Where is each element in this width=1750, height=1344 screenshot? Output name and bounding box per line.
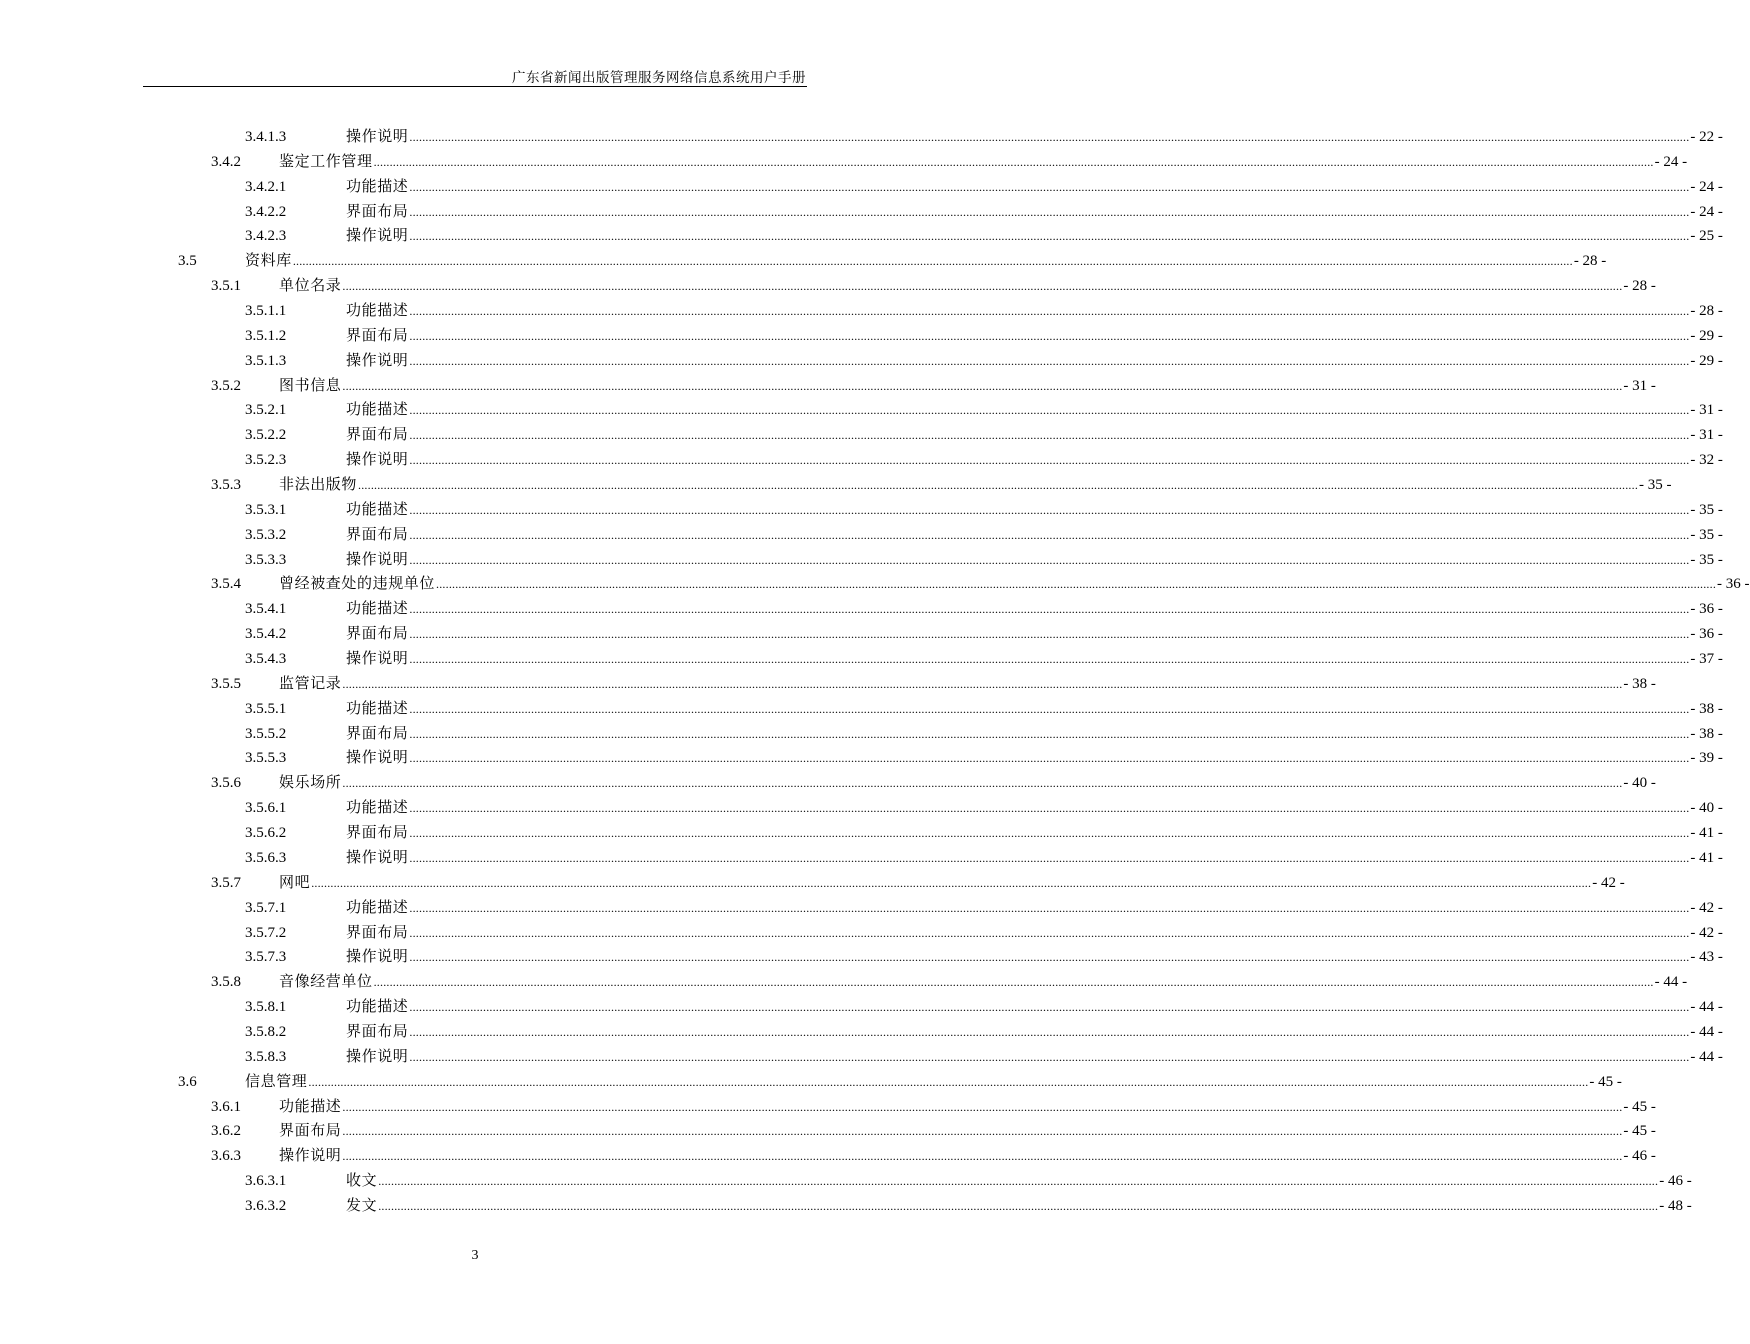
toc-entry-number: 3.4.2 [211,153,241,170]
toc-entry-title: 发文 [346,1197,378,1214]
toc-entry[interactable] [0,871,1625,896]
toc-entry-page: - 45 - [1623,1098,1656,1115]
toc-entry-number: 3.5.1 [211,278,241,295]
toc-dot-leader: ................................................................................................................................................................................................................................................................................................................................................................................................................ [409,304,1690,319]
toc-entry-line [279,771,1656,796]
toc-entry[interactable] [0,597,1723,622]
toc-entry-title: 操作说明 [346,1048,409,1065]
toc-entry[interactable] [0,672,1656,697]
toc-dot-leader: ................................................................................................................................................................................................................................................................................................................................................................................................................ [409,652,1690,667]
toc-entry-number: 3.4.1.3 [245,129,287,145]
toc-entry-page: - 31 - [1623,377,1656,394]
toc-entry-page: - 44 - [1690,1048,1723,1065]
toc-entry-page: - 38 - [1690,700,1723,717]
toc-entry[interactable] [0,224,1723,249]
toc-entry-line [346,622,1723,647]
toc-entry[interactable] [0,1194,1692,1219]
toc-entry-number: 3.5.2.2 [245,427,287,444]
toc-dot-leader: ................................................................................................................................................................................................................................................................................................................................................................................................................ [409,602,1690,617]
toc-entry[interactable] [0,548,1723,573]
toc-entry[interactable] [0,448,1723,473]
toc-entry-number: 3.5.7 [211,874,241,891]
toc-dot-leader: ................................................................................................................................................................................................................................................................................................................................................................................................................ [409,353,1690,368]
toc-entry-page: - 35 - [1690,551,1723,568]
toc-entry-line [346,821,1723,846]
toc-entry-line [346,125,1723,150]
toc-entry-page: - 37 - [1690,651,1723,668]
toc-entry-line [346,1045,1723,1070]
toc-entry-line [346,945,1723,970]
toc-dot-leader: ................................................................................................................................................................................................................................................................................................................................................................................................................ [409,900,1690,915]
header-rule [143,86,807,87]
toc-entry[interactable] [0,1095,1656,1120]
toc-entry-line [346,175,1723,200]
toc-entry-title: 界面布局 [346,327,409,344]
toc-entry-line [346,398,1723,423]
toc-entry-page: - 35 - [1690,501,1723,518]
toc-entry-line [279,150,1688,175]
toc-entry-number: 3.5.7.1 [245,899,287,916]
toc-entry-number: 3.5.1.1 [245,303,287,320]
toc-dot-leader: ................................................................................................................................................................................................................................................................................................................................................................................................................ [358,478,1639,493]
page-number: 3 [471,1248,479,1263]
toc-entry-line [346,299,1723,324]
toc-entry-page: - 35 - [1639,477,1672,494]
toc-entry[interactable] [0,498,1723,523]
toc-entry-number: 3.5.3.2 [245,526,287,543]
toc-entry-title: 界面布局 [346,924,409,941]
toc-entry-line [346,995,1723,1020]
toc-entry-line [346,548,1723,573]
toc-dot-leader: ................................................................................................................................................................................................................................................................................................................................................................................................................ [342,1149,1623,1164]
toc-entry-page: - 44 - [1690,999,1723,1016]
toc-entry-line [346,498,1723,523]
toc-dot-leader: ................................................................................................................................................................................................................................................................................................................................................................................................................ [308,1074,1589,1089]
toc-entry-page: - 38 - [1623,675,1656,692]
toc-entry-line [346,1169,1692,1194]
toc-entry-title: 界面布局 [346,825,409,842]
toc-entry-number: 3.5.5.2 [245,725,287,742]
toc-entry-page: - 40 - [1690,800,1723,817]
toc-entry-line [346,324,1723,349]
toc-entry-line [346,1020,1723,1045]
toc-dot-leader: ................................................................................................................................................................................................................................................................................................................................................................................................................ [342,776,1623,791]
toc-entry-number: 3.5.4.2 [245,626,287,643]
toc-entry-number: 3.5.3 [211,477,241,494]
toc-dot-leader: ................................................................................................................................................................................................................................................................................................................................................................................................................ [409,801,1690,816]
toc-entry[interactable] [0,1045,1723,1070]
toc-entry-title: 操作说明 [346,129,409,145]
toc-entry-title: 界面布局 [346,203,409,220]
toc-dot-leader: ................................................................................................................................................................................................................................................................................................................................................................................................................ [409,925,1690,940]
toc-entry-line [346,896,1723,921]
toc-entry-line [346,448,1723,473]
toc-entry-number: 3.4.2.1 [245,178,287,195]
toc-entry-page: - 24 - [1690,203,1723,220]
toc-entry-title: 功能描述 [346,601,409,618]
toc-dot-leader: ................................................................................................................................................................................................................................................................................................................................................................................................................ [409,229,1690,244]
toc-dot-leader: ................................................................................................................................................................................................................................................................................................................................................................................................................ [342,378,1623,393]
toc-entry-number: 3.5.6.2 [245,825,287,842]
toc-entry-line [346,349,1723,374]
toc-entry-number: 3.5.8.2 [245,1023,287,1040]
toc-entry-number: 3.5.6.1 [245,800,287,817]
toc-entry-number: 3.5.8.3 [245,1048,287,1065]
toc-entry-page: - 40 - [1623,775,1656,792]
toc-entry-line [279,473,1672,498]
toc-entry[interactable] [0,945,1723,970]
toc-entry-page: - 45 - [1623,1123,1656,1140]
toc-entry-title: 操作说明 [346,452,409,469]
toc-entry-number: 3.5.6.3 [245,849,287,866]
toc-entry-title: 操作说明 [346,352,409,369]
toc-entry-page: - 43 - [1690,949,1723,966]
toc-dot-leader: ................................................................................................................................................................................................................................................................................................................................................................................................................ [378,1174,1659,1189]
toc-entry-title: 界面布局 [346,626,409,643]
toc-entry-title: 曾经被查处的违规单位 [279,576,436,593]
toc-entry[interactable] [0,896,1723,921]
toc-entry[interactable] [0,175,1723,200]
toc-entry-line [245,1070,1622,1095]
toc-dot-leader: ................................................................................................................................................................................................................................................................................................................................................................................................................ [342,676,1623,691]
toc-entry-title: 操作说明 [346,551,409,568]
toc-entry-title: 功能描述 [346,402,409,419]
toc-entry-title: 功能描述 [346,303,409,320]
toc-entry-title: 操作说明 [346,750,409,767]
toc-entry[interactable] [0,722,1723,747]
toc-dot-leader: ................................................................................................................................................................................................................................................................................................................................................................................................................ [378,1198,1659,1213]
toc-entry-number: 3.5.5.3 [245,750,287,767]
toc-entry-title: 操作说明 [279,1148,342,1165]
toc-dot-leader: ................................................................................................................................................................................................................................................................................................................................................................................................................ [409,1024,1690,1039]
toc-entry-title: 界面布局 [346,725,409,742]
toc-entry-page: - 41 - [1690,849,1723,866]
toc-entry-page: - 39 - [1690,750,1723,767]
toc-entry-page: - 42 - [1690,899,1723,916]
toc-dot-leader: ................................................................................................................................................................................................................................................................................................................................................................................................................ [409,502,1690,517]
toc-dot-leader: ................................................................................................................................................................................................................................................................................................................................................................................................................ [409,1049,1690,1064]
toc-entry[interactable] [0,324,1723,349]
toc-entry-title: 功能描述 [346,800,409,817]
toc-dot-leader: ................................................................................................................................................................................................................................................................................................................................................................................................................ [409,527,1690,542]
toc-entry-title: 娱乐场所 [279,775,342,792]
toc-dot-leader: ................................................................................................................................................................................................................................................................................................................................................................................................................ [342,279,1623,294]
toc-entry-page: - 28 - [1690,303,1723,320]
toc-entry-number: 3.4.2.2 [245,203,287,220]
toc-entry-page: - 44 - [1690,1023,1723,1040]
toc-dot-leader: ................................................................................................................................................................................................................................................................................................................................................................................................................ [436,577,1717,592]
toc-entry[interactable] [0,1144,1656,1169]
toc-entry-number: 3.5.7.2 [245,924,287,941]
toc-dot-leader: ................................................................................................................................................................................................................................................................................................................................................................................................................ [342,1124,1623,1139]
toc-entry-page: - 41 - [1690,825,1723,842]
toc-dot-leader: ................................................................................................................................................................................................................................................................................................................................................................................................................ [409,751,1690,766]
toc-entry[interactable] [0,423,1723,448]
toc-entry-title: 功能描述 [279,1098,342,1115]
toc-entry-number: 3.5.2.1 [245,402,287,419]
toc-entry[interactable] [0,846,1723,871]
toc-dot-leader: ................................................................................................................................................................................................................................................................................................................................................................................................................ [409,552,1690,567]
toc-entry-number: 3.5.8.1 [245,999,287,1016]
toc-entry-title: 信息管理 [245,1073,308,1090]
toc-entry-page: - 36 - [1690,626,1723,643]
toc-entry-line [346,846,1723,871]
toc-entry[interactable] [0,1119,1656,1144]
toc-entry-title: 单位名录 [279,278,342,295]
toc-entry-line [346,722,1723,747]
toc-entry-number: 3.5.4.3 [245,651,287,668]
toc-dot-leader: ................................................................................................................................................................................................................................................................................................................................................................................................................ [342,1099,1623,1114]
toc-entry[interactable] [0,125,1723,150]
toc-entry-line [346,697,1723,722]
toc-dot-leader: ................................................................................................................................................................................................................................................................................................................................................................................................................ [409,701,1690,716]
toc-entry-page: - 29 - [1690,352,1723,369]
toc-dot-leader: ................................................................................................................................................................................................................................................................................................................................................................................................................ [409,130,1690,144]
toc-entry-line [279,672,1656,697]
toc-entry[interactable] [0,995,1723,1020]
toc-entry-title: 界面布局 [346,427,409,444]
toc-entry-page: - 32 - [1690,452,1723,469]
toc-entry-title: 功能描述 [346,899,409,916]
toc-entry-line [346,523,1723,548]
toc-entry-line [346,647,1723,672]
toc-entry-page: - 46 - [1659,1173,1692,1190]
toc-entry-title: 非法出版物 [279,477,358,494]
toc-entry-number: 3.5.3.3 [245,551,287,568]
toc-entry-number: 3.6.2 [211,1123,241,1140]
toc-entry-number: 3.6 [178,1073,197,1090]
toc-entry-number: 3.5.2.3 [245,452,287,469]
toc-entry-number: 3.4.2.3 [245,228,287,245]
toc-entry[interactable] [0,299,1723,324]
toc-entry[interactable] [0,249,1607,274]
toc-entry-page: - 22 - [1690,129,1723,145]
toc-dot-leader: ................................................................................................................................................................................................................................................................................................................................................................................................................ [409,826,1690,841]
toc-entry[interactable] [0,697,1723,722]
toc-dot-leader: ................................................................................................................................................................................................................................................................................................................................................................................................................ [292,254,1573,269]
toc-entry-number: 3.5.1.2 [245,327,287,344]
toc-entry[interactable] [0,1169,1692,1194]
toc-entry-number: 3.6.3.1 [245,1173,287,1190]
toc-entry[interactable] [0,374,1656,399]
toc-entry[interactable] [0,274,1656,299]
toc-dot-leader: ................................................................................................................................................................................................................................................................................................................................................................................................................ [409,850,1690,865]
toc-entry-number: 3.5.3.1 [245,501,287,518]
toc-entry-page: - 36 - [1690,601,1723,618]
toc-entry-title: 鉴定工作管理 [279,153,373,170]
toc-entry-line [279,572,1750,597]
toc-entry-page: - 35 - [1690,526,1723,543]
toc-entry-line [346,224,1723,249]
toc-entry-page: - 46 - [1623,1148,1656,1165]
toc-entry-title: 操作说明 [346,949,409,966]
toc-entry-line [346,921,1723,946]
toc-entry-line [279,1144,1656,1169]
toc-entry-page: - 44 - [1654,974,1688,991]
toc-entry-number: 3.5.5.1 [245,700,287,717]
header-title: 广东省新闻出版管理服务网络信息系统用户手册 [512,70,806,85]
toc-entry[interactable] [0,647,1723,672]
toc-entry-line [346,200,1723,225]
toc-entry-title: 功能描述 [346,501,409,518]
toc-entry[interactable] [0,398,1723,423]
toc-entry-page: - 45 - [1589,1073,1622,1090]
toc-dot-leader: ................................................................................................................................................................................................................................................................................................................................................................................................................ [409,1000,1690,1015]
toc-dot-leader: ................................................................................................................................................................................................................................................................................................................................................................................................................ [409,950,1690,965]
toc-entry-number: 3.5.1.3 [245,352,287,369]
toc-entry[interactable] [0,1070,1622,1095]
toc-entry-title: 操作说明 [346,228,409,245]
toc-entry-page: - 28 - [1623,278,1656,295]
toc-entry[interactable] [0,349,1723,374]
toc-entry-title: 界面布局 [279,1123,342,1140]
toc-entry[interactable] [0,200,1723,225]
toc-entry-title: 音像经营单位 [279,974,373,991]
toc-entry-title: 功能描述 [346,999,409,1016]
toc-entry-number: 3.5.7.3 [245,949,287,966]
toc-entry-line [346,746,1723,771]
toc-entry-page: - 28 - [1573,253,1607,270]
toc-entry-number: 3.6.3.2 [245,1197,287,1214]
toc-entry-number: 3.5 [178,253,197,270]
toc-entry-title: 功能描述 [346,178,409,195]
toc-dot-leader: ................................................................................................................................................................................................................................................................................................................................................................................................................ [311,875,1592,890]
toc-entry-number: 3.5.5 [211,675,241,692]
toc-entry-page: - 31 - [1690,427,1723,444]
toc-entry-page: - 42 - [1690,924,1723,941]
table-of-contents [0,125,1750,1219]
toc-entry[interactable] [0,473,1672,498]
toc-entry[interactable] [0,1020,1723,1045]
toc-entry-page: - 24 - [1690,178,1723,195]
toc-entry[interactable] [0,746,1723,771]
toc-entry-page: - 42 - [1592,874,1625,891]
toc-entry[interactable] [0,921,1723,946]
toc-entry-number: 3.6.3 [211,1148,241,1165]
toc-entry-line [346,1194,1692,1219]
toc-entry-line [279,1095,1656,1120]
toc-entry-title: 资料库 [245,253,292,270]
toc-entry-number: 3.5.4.1 [245,601,287,618]
toc-entry-page: - 38 - [1690,725,1723,742]
toc-entry-title: 界面布局 [346,1023,409,1040]
toc-entry-title: 网吧 [279,874,311,891]
toc-entry-page: - 29 - [1690,327,1723,344]
toc-entry-number: 3.5.6 [211,775,241,792]
toc-entry-number: 3.5.8 [211,974,241,991]
toc-entry[interactable] [0,771,1656,796]
toc-entry-line [279,871,1625,896]
toc-entry[interactable] [0,622,1723,647]
toc-entry-title: 界面布局 [346,526,409,543]
toc-dot-leader: ................................................................................................................................................................................................................................................................................................................................................................................................................ [373,975,1654,990]
toc-entry-title: 操作说明 [346,849,409,866]
toc-entry-line [279,970,1688,995]
toc-dot-leader: ................................................................................................................................................................................................................................................................................................................................................................................................................ [409,453,1690,468]
toc-entry-line [346,597,1723,622]
toc-entry[interactable] [0,150,1688,175]
toc-dot-leader: ................................................................................................................................................................................................................................................................................................................................................................................................................ [409,627,1690,642]
toc-entry[interactable] [0,523,1723,548]
toc-entry-line [346,423,1723,448]
toc-entry-line [245,249,1607,274]
toc-entry-title: 操作说明 [346,651,409,668]
toc-entry-page: - 48 - [1659,1197,1692,1214]
toc-entry-title: 功能描述 [346,700,409,717]
toc-entry[interactable] [0,821,1723,846]
toc-entry[interactable] [0,796,1723,821]
toc-entry-line [279,374,1656,399]
toc-entry-page: - 25 - [1690,228,1723,245]
toc-dot-leader: ................................................................................................................................................................................................................................................................................................................................................................................................................ [409,428,1690,443]
toc-entry-title: 收文 [346,1173,378,1190]
toc-entry-number: 3.5.2 [211,377,241,394]
toc-entry-line [279,1119,1656,1144]
toc-entry-line [346,796,1723,821]
toc-entry[interactable] [0,970,1688,995]
toc-entry-number: 3.5.4 [211,576,241,593]
toc-entry-page: - 31 - [1690,402,1723,419]
toc-dot-leader: ................................................................................................................................................................................................................................................................................................................................................................................................................ [409,179,1690,194]
toc-entry-title: 监管记录 [279,675,342,692]
toc-entry-number: 3.6.1 [211,1098,241,1115]
toc-entry-line [279,274,1656,299]
toc-entry-page: - 24 - [1654,153,1688,170]
toc-dot-leader: ................................................................................................................................................................................................................................................................................................................................................................................................................ [373,154,1654,169]
toc-entry-page: - 36 - [1717,576,1750,593]
toc-dot-leader: ................................................................................................................................................................................................................................................................................................................................................................................................................ [409,204,1690,219]
toc-dot-leader: ................................................................................................................................................................................................................................................................................................................................................................................................................ [409,726,1690,741]
toc-entry[interactable] [0,572,1750,597]
toc-dot-leader: ................................................................................................................................................................................................................................................................................................................................................................................................................ [409,403,1690,418]
toc-entry-title: 图书信息 [279,377,342,394]
toc-dot-leader: ................................................................................................................................................................................................................................................................................................................................................................................................................ [409,328,1690,343]
